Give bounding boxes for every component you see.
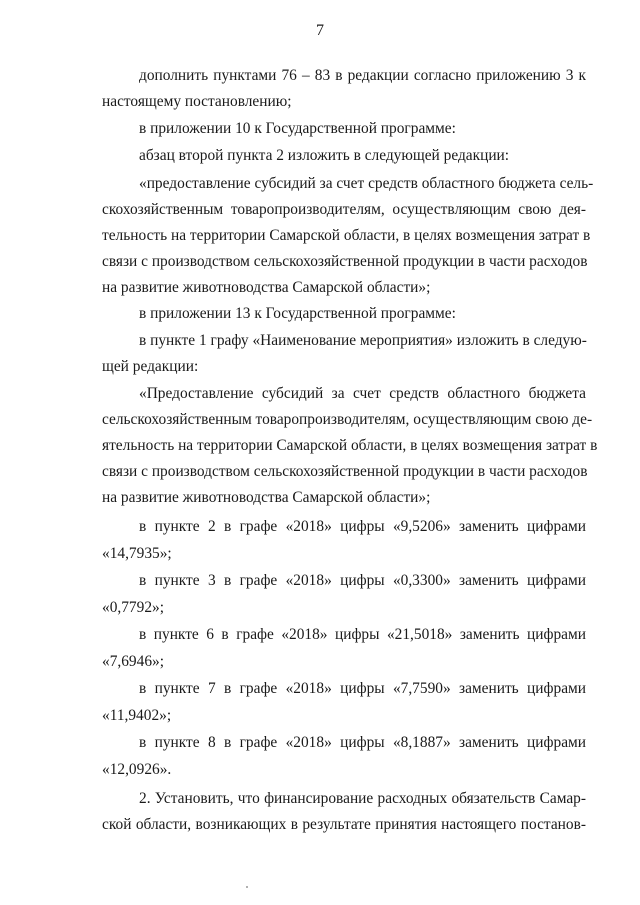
text-line: на развитие животноводства Самарской области»; [102, 279, 431, 296]
page-number: 7 [316, 22, 324, 39]
text-line: в пункте 3 в графе «2018» цифры «0,3300» заменить цифрами [139, 572, 586, 589]
text-line: «Предоставление субсидий за счет средств областного бюджета [139, 385, 586, 402]
text-line: «11,9402»; [102, 707, 172, 724]
text-line: тельность на территории Самарской области, в целях возмещения затрат в [102, 227, 591, 244]
text-line: «12,0926». [102, 761, 172, 778]
text-line: абзац второй пункта 2 изложить в следующей редакции: [139, 147, 510, 164]
text-line: дополнить пунктами 76 – 83 в редакции согласно приложению 3 к [139, 67, 586, 84]
text-line: «14,7935»; [102, 545, 172, 562]
text-line: щей редакции: [102, 358, 199, 375]
text-line: «0,7792»; [102, 599, 164, 616]
text-line: в пункте 7 в графе «2018» цифры «7,7590» заменить цифрами [139, 680, 586, 697]
text-line: «предоставление субсидий за счет средств областного бюджета сель- [139, 175, 594, 192]
text-line: сельскохозяйственным товаропроизводителям, осуществляющим свою де- [102, 411, 593, 428]
text-line: на развитие животноводства Самарской области»; [102, 489, 431, 506]
text-line: настоящему постановлению; [102, 93, 292, 110]
text-line: в пункте 2 в графе «2018» цифры «9,5206» заменить цифрами [139, 518, 586, 535]
text-line: ской области, возникающих в результате принятия настоящего постанов- [102, 816, 586, 833]
scan-speck [246, 886, 248, 888]
text-line: «7,6946»; [102, 653, 164, 670]
text-line: ятельность на территории Самарской области, в целях возмещения затрат в [102, 437, 598, 454]
text-line: 2. Установить, что финансирование расходных обязательств Самар- [139, 790, 586, 807]
text-line: связи с производством сельскохозяйственной продукции в части расходов [102, 463, 588, 480]
text-line: в приложении 10 к Государственной программе: [139, 120, 456, 137]
text-line: связи с производством сельскохозяйственной продукции в части расходов [102, 253, 588, 270]
text-line: в приложении 13 к Государственной программе: [139, 305, 456, 322]
text-line: в пункте 1 графу «Наименование мероприятия» изложить в следую- [139, 332, 587, 349]
text-line: в пункте 6 в графе «2018» цифры «21,5018» заменить цифрами [139, 626, 586, 643]
text-line: в пункте 8 в графе «2018» цифры «8,1887» заменить цифрами [139, 734, 586, 751]
text-line: скохозяйственным товаропроизводителям, осуществляющим свою дея- [102, 201, 586, 218]
